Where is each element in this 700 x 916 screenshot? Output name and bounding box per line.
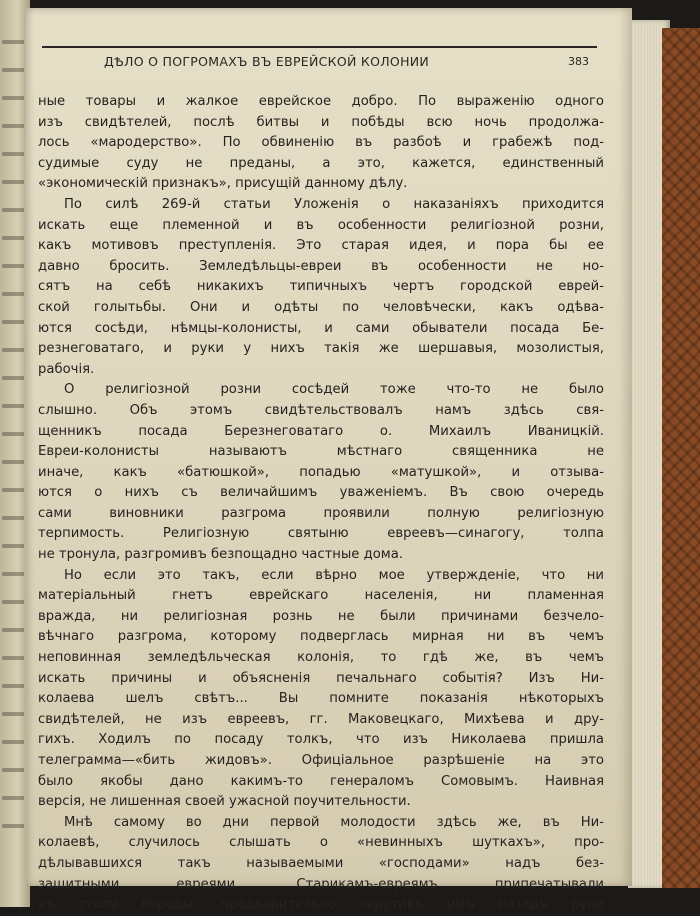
text-line: неповинная земледѣльческая колонія, то гдѣ же, въ чемъ	[38, 650, 604, 666]
text-line: свидѣтелей, не изъ евреевъ, гг. Маковецкаго, Михѣева и дру-	[38, 711, 604, 727]
paragraph-start-line: Мнѣ самому во дни первой молодости здѣсь же, въ Ни-	[64, 814, 604, 830]
text-line: колаевѣ, случилось слышать о «невинныхъ шуткахъ», про-	[38, 835, 604, 851]
text-line: сами виновники разгрома проявили полную религіозную	[38, 505, 604, 521]
text-line: защитными евреями. Старикамъ-евреямъ припечатывали	[38, 876, 604, 892]
text-line: Евреи-колонисты называютъ мѣстнаго священника не	[38, 444, 604, 460]
text-line: ные товары и жалкое еврейское добро. По выраженію одного	[38, 94, 604, 109]
paragraph-start-line: По силѣ 269-й статьи Уложенія о наказаніяхъ приходится	[64, 196, 604, 212]
text-line: не тронула, разгромивъ безпощадно частные дома.	[38, 547, 404, 563]
text-line: изъ свидѣтелей, послѣ битвы и побѣды всю ночь продолжа-	[38, 114, 604, 130]
text-line: гихъ. Ходилъ по посаду толкъ, что изъ Николаева пришла	[38, 732, 604, 748]
page-number: 383	[568, 55, 589, 68]
text-line: давно бросить. Земледѣльцы-евреи въ особенности не но-	[38, 258, 604, 274]
text-line: матеріальный гнетъ еврейскаго населенія, ни пламенная	[38, 588, 604, 604]
text-line: какъ мотивовъ преступленія. Это старая идея, и пора бы ее	[38, 238, 604, 254]
text-line: ской голытьбы. Они и одѣты по человѣчески, какъ одѣва-	[38, 299, 604, 315]
text-line: ются о нихъ съ величайшимъ уваженіемъ. Въ свою очередь	[38, 485, 604, 501]
paragraph-start-line: Но если это такъ, если вѣрно мое утвержденіе, что ни	[64, 567, 604, 583]
paragraph-start-line: О религіозной розни сосѣдей тоже что-то не было	[64, 382, 604, 398]
text-line: ются сосѣди, нѣмцы-колонисты, и сами обыватели посада Бе-	[38, 320, 604, 336]
text-line: резнеговатаго, и руки у нихъ такія же шершавыя, мозолистыя,	[38, 341, 604, 357]
text-line: слышно. Объ этомъ свидѣтельствовалъ намъ здѣсь свя-	[38, 402, 604, 418]
text-line: искать еще племенной и въ особенности религіозной розни,	[38, 217, 604, 233]
text-line: терпимость. Религіозную святыню евреевъ—синагогу, толпа	[38, 526, 604, 542]
text-line: вѣчнаго разгрома, которому подверглась мирная ни въ чемъ	[38, 629, 604, 645]
text-line: было якобы дано какимъ-то генераломъ Сомовымъ. Наивная	[38, 773, 604, 789]
text-line: телеграмма—«бить жидовъ». Офиціальное разрѣшеніе на это	[38, 753, 604, 768]
text-line: «экономическій признакъ», присущій данному дѣлу.	[38, 176, 408, 192]
page-header	[42, 46, 597, 76]
text-line: колаева шелъ свѣтъ... Вы помните показанія нѣкоторыхъ	[38, 691, 604, 707]
text-line: судимые суду не преданы, а это, кажется, единственный	[38, 155, 604, 171]
text-line: сятъ на себѣ никакихъ типичныхъ чертъ городской еврей-	[38, 279, 604, 295]
running-title: ДѢЛО О ПОГРОМАХЪ ВЪ ЕВРЕЙСКОЙ КОЛОНИИ	[104, 54, 430, 69]
text-line: лось «мародерство». По обвиненію въ разбоѣ и грабежѣ под-	[38, 135, 604, 151]
text-line: къ столу бороды, предварительно скрутивъ имъ назадъ руки	[38, 897, 604, 913]
text-line: иначе, какъ «батюшкой», попадью «матушкой», и отзыва-	[38, 464, 604, 480]
text-line: вражда, ни религіозная рознь не были причинами безчело-	[38, 608, 604, 624]
text-line: рабочія.	[38, 361, 95, 377]
text-line: версія, не лишенная своей ужасной поучительности.	[38, 794, 411, 810]
text-line: дѣлывавшихся такъ называемыми «господами» надъ без-	[38, 855, 604, 871]
text-line: щенникъ посада Березнеговатаго о. Михаилъ Иваницкій.	[38, 423, 604, 439]
book-cover-binding	[662, 28, 700, 888]
page-body-text	[38, 92, 604, 916]
text-line: искать причины и объясненія печальнаго событія? Изъ Ни-	[38, 670, 604, 686]
